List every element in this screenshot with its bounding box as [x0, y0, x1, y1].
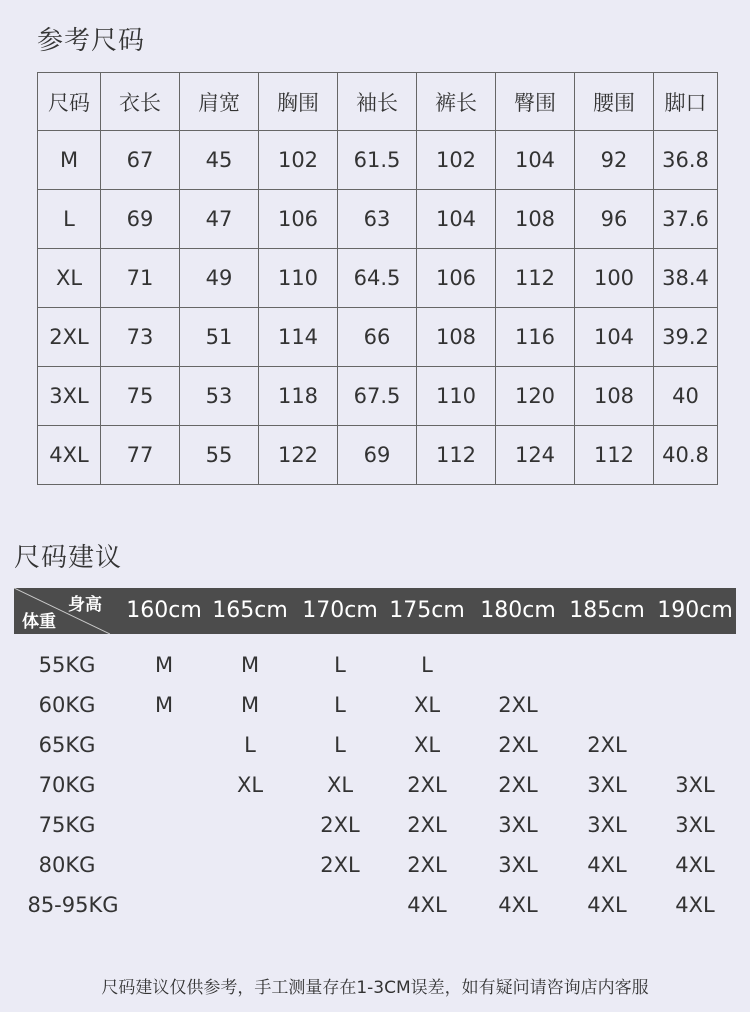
- size-label-cell: 2XL: [38, 308, 101, 367]
- suggested-size-cell: 4XL: [675, 893, 715, 917]
- measurement-cell: 61.5: [338, 131, 417, 190]
- height-column-header: 175cm: [389, 598, 465, 623]
- measurement-cell: 40.8: [654, 426, 718, 485]
- measurement-cell: 53: [180, 367, 259, 426]
- measurement-cell: 55: [180, 426, 259, 485]
- measurement-cell: 116: [496, 308, 575, 367]
- weight-row-label: 65KG: [38, 733, 96, 757]
- suggested-size-cell: XL: [236, 773, 264, 797]
- measurement-cell: 71: [101, 249, 180, 308]
- height-column-header: 180cm: [480, 598, 556, 623]
- measurement-cell: 36.8: [654, 131, 718, 190]
- table-row: [38, 190, 718, 249]
- measurement-cell: 122: [259, 426, 338, 485]
- table-header-row: [38, 73, 718, 131]
- suggested-size-cell: 4XL: [587, 893, 627, 917]
- measurement-cell: 108: [575, 367, 654, 426]
- suggested-size-cell: XL: [413, 693, 441, 717]
- suggested-size-cell: 2XL: [498, 733, 538, 757]
- measurement-cell: 67: [101, 131, 180, 190]
- measurement-cell: 77: [101, 426, 180, 485]
- measurement-cell: 75: [101, 367, 180, 426]
- disclaimer-note: 尺码建议仅供参考，手工测量存在1-3CM误差，如有疑问请咨询店内客服: [101, 978, 649, 998]
- suggested-size-cell: L: [244, 733, 256, 757]
- suggested-size-cell: 3XL: [498, 853, 538, 877]
- column-header: 尺码: [38, 73, 101, 131]
- suggested-size-cell: M: [240, 653, 260, 677]
- table-row: [38, 308, 718, 367]
- suggested-size-cell: 2XL: [498, 773, 538, 797]
- suggested-size-cell: 4XL: [675, 853, 715, 877]
- size-label-cell: 3XL: [38, 367, 101, 426]
- suggested-size-cell: 3XL: [587, 773, 627, 797]
- suggested-size-cell: L: [421, 653, 433, 677]
- column-header: 肩宽: [180, 73, 259, 131]
- weight-row-label: 70KG: [38, 773, 96, 797]
- measurement-cell: 45: [180, 131, 259, 190]
- measurement-cell: 73: [101, 308, 180, 367]
- column-header: 衣长: [101, 73, 180, 131]
- suggested-size-cell: L: [334, 733, 346, 757]
- measurement-cell: 66: [338, 308, 417, 367]
- suggested-size-cell: 4XL: [498, 893, 538, 917]
- suggested-size-cell: 2XL: [320, 853, 360, 877]
- weight-row-label: 85-95KG: [27, 893, 119, 917]
- measurement-cell: 106: [259, 190, 338, 249]
- column-header: 腰围: [575, 73, 654, 131]
- measurement-cell: 102: [259, 131, 338, 190]
- size-reference-table: [37, 72, 718, 485]
- measurement-cell: 106: [417, 249, 496, 308]
- measurement-cell: 92: [575, 131, 654, 190]
- suggested-size-cell: 2XL: [407, 813, 447, 837]
- measurement-cell: 112: [496, 249, 575, 308]
- suggested-size-cell: 3XL: [675, 813, 715, 837]
- measurement-cell: 124: [496, 426, 575, 485]
- weight-corner-label: 体重: [22, 612, 56, 632]
- measurement-cell: 39.2: [654, 308, 718, 367]
- weight-row-label: 60KG: [38, 693, 96, 717]
- measurement-cell: 38.4: [654, 249, 718, 308]
- measurement-cell: 114: [259, 308, 338, 367]
- suggested-size-cell: 2XL: [407, 853, 447, 877]
- measurement-cell: 64.5: [338, 249, 417, 308]
- suggested-size-cell: 3XL: [675, 773, 715, 797]
- suggested-size-cell: 4XL: [407, 893, 447, 917]
- measurement-cell: 69: [101, 190, 180, 249]
- size-label-cell: 4XL: [38, 426, 101, 485]
- measurement-cell: 47: [180, 190, 259, 249]
- size-reference-title: 参考尺码: [37, 26, 146, 56]
- size-label-cell: M: [38, 131, 101, 190]
- suggested-size-cell: L: [334, 653, 346, 677]
- measurement-cell: 67.5: [338, 367, 417, 426]
- suggested-size-cell: 2XL: [498, 693, 538, 717]
- measurement-cell: 100: [575, 249, 654, 308]
- height-column-header: 160cm: [126, 598, 202, 623]
- measurement-cell: 108: [417, 308, 496, 367]
- measurement-cell: 118: [259, 367, 338, 426]
- table-row: [38, 367, 718, 426]
- table-row: [38, 249, 718, 308]
- measurement-cell: 112: [417, 426, 496, 485]
- suggestion-header-bar: [14, 588, 736, 634]
- height-column-header: 190cm: [657, 598, 733, 623]
- column-header: 胸围: [259, 73, 338, 131]
- measurement-cell: 63: [338, 190, 417, 249]
- measurement-cell: 112: [575, 426, 654, 485]
- corner-cell: [14, 588, 110, 634]
- column-header: 臀围: [496, 73, 575, 131]
- size-suggestion-title: 尺码建议: [14, 543, 123, 573]
- measurement-cell: 40: [654, 367, 718, 426]
- measurement-cell: 104: [496, 131, 575, 190]
- size-label-cell: XL: [38, 249, 101, 308]
- height-column-header: 185cm: [569, 598, 645, 623]
- table-row: [38, 426, 718, 485]
- measurement-cell: 51: [180, 308, 259, 367]
- weight-row-label: 75KG: [38, 813, 96, 837]
- suggested-size-cell: 2XL: [320, 813, 360, 837]
- measurement-cell: 110: [417, 367, 496, 426]
- suggested-size-cell: 3XL: [587, 813, 627, 837]
- height-column-header: 170cm: [302, 598, 378, 623]
- suggested-size-cell: 2XL: [587, 733, 627, 757]
- table-row: [38, 131, 718, 190]
- column-header: 脚口: [654, 73, 718, 131]
- weight-row-label: 55KG: [38, 653, 96, 677]
- column-header: 裤长: [417, 73, 496, 131]
- suggested-size-cell: M: [240, 693, 260, 717]
- measurement-cell: 104: [417, 190, 496, 249]
- measurement-cell: 108: [496, 190, 575, 249]
- measurement-cell: 120: [496, 367, 575, 426]
- measurement-cell: 110: [259, 249, 338, 308]
- measurement-cell: 69: [338, 426, 417, 485]
- measurement-cell: 49: [180, 249, 259, 308]
- suggested-size-cell: 2XL: [407, 773, 447, 797]
- suggested-size-cell: M: [154, 693, 174, 717]
- suggested-size-cell: 4XL: [587, 853, 627, 877]
- suggested-size-cell: L: [334, 693, 346, 717]
- measurement-cell: 102: [417, 131, 496, 190]
- suggested-size-cell: 3XL: [498, 813, 538, 837]
- measurement-cell: 96: [575, 190, 654, 249]
- weight-row-label: 80KG: [38, 853, 96, 877]
- suggested-size-cell: XL: [326, 773, 354, 797]
- suggested-size-cell: M: [154, 653, 174, 677]
- column-header: 袖长: [338, 73, 417, 131]
- height-corner-label: 身高: [68, 595, 102, 615]
- measurement-cell: 37.6: [654, 190, 718, 249]
- suggested-size-cell: XL: [413, 733, 441, 757]
- size-label-cell: L: [38, 190, 101, 249]
- height-column-header: 165cm: [212, 598, 288, 623]
- measurement-cell: 104: [575, 308, 654, 367]
